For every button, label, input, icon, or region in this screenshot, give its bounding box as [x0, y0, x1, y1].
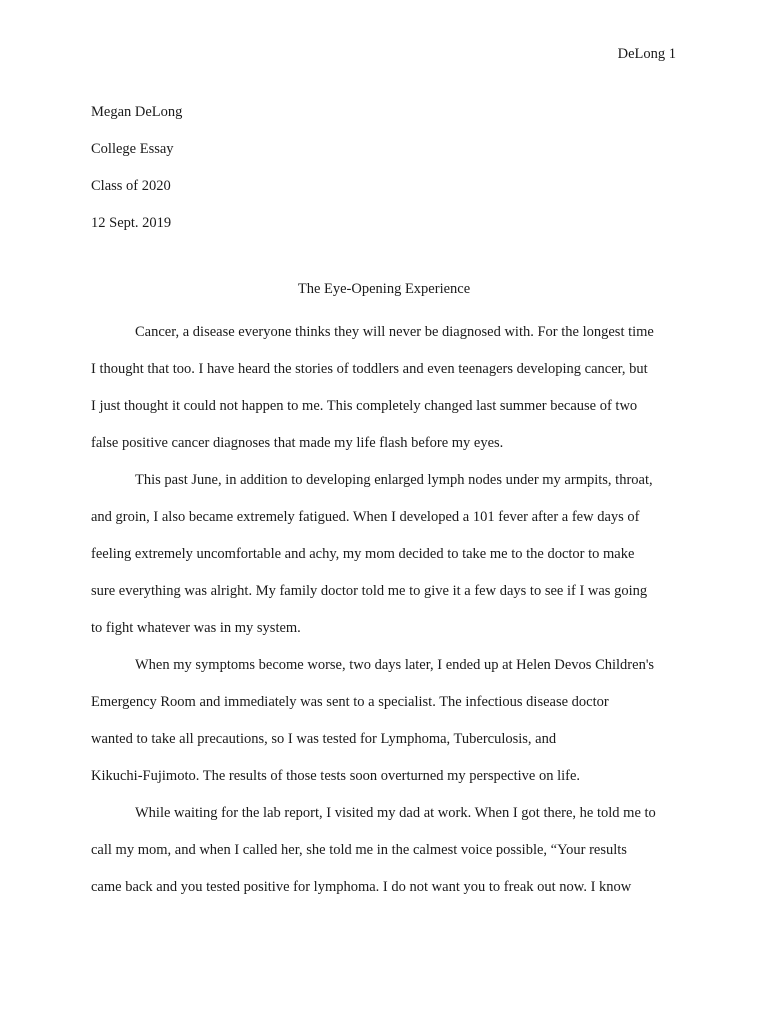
- body-line: sure everything was alright. My family doctor told me to give it a few days to see if I was going: [91, 583, 648, 599]
- author-name: Megan DeLong: [91, 104, 183, 120]
- body-line: call my mom, and when I called her, she told me in the calmest voice possible, “Your results: [91, 842, 627, 858]
- body-line: wanted to take all precautions, so I was tested for Lymphoma, Tuberculosis, and: [91, 731, 557, 747]
- body-line: While waiting for the lab report, I visited my dad at work. When I got there, he told me to: [135, 805, 656, 821]
- body-line: I thought that too. I have heard the stories of toddlers and even teenagers developing cancer, but: [91, 361, 648, 377]
- heading-block: [91, 94, 681, 242]
- course-name: College Essay: [91, 141, 174, 157]
- body-line: feeling extremely uncomfortable and achy, my mom decided to take me to the doctor to make: [91, 546, 635, 562]
- essay-date: 12 Sept. 2019: [91, 215, 172, 231]
- body-line: Kikuchi-Fujimoto. The results of those tests soon overturned my perspective on life.: [91, 768, 581, 784]
- body-line: When my symptoms become worse, two days later, I ended up at Helen Devos Children's: [135, 657, 655, 673]
- body-line: This past June, in addition to developing enlarged lymph nodes under my armpits, throat,: [135, 472, 653, 488]
- body-line: I just thought it could not happen to me. This completely changed last summer because of two: [91, 398, 638, 414]
- body-line: Cancer, a disease everyone thinks they will never be diagnosed with. For the longest time: [135, 324, 654, 340]
- running-header: DeLong 1: [617, 46, 676, 62]
- body-line: and groin, I also became extremely fatigued. When I developed a 101 fever after a few days of: [91, 509, 640, 525]
- body-line: to fight whatever was in my system.: [91, 620, 301, 636]
- body-line: came back and you tested positive for lymphoma. I do not want you to freak out now. I know: [91, 879, 632, 895]
- essay-title: The Eye-Opening Experience: [297, 281, 471, 297]
- essay-body: [91, 314, 691, 906]
- body-line: false positive cancer diagnoses that made my life flash before my eyes.: [91, 435, 504, 451]
- body-line: Emergency Room and immediately was sent to a specialist. The infectious disease doctor: [91, 694, 609, 710]
- class-year: Class of 2020: [91, 178, 171, 194]
